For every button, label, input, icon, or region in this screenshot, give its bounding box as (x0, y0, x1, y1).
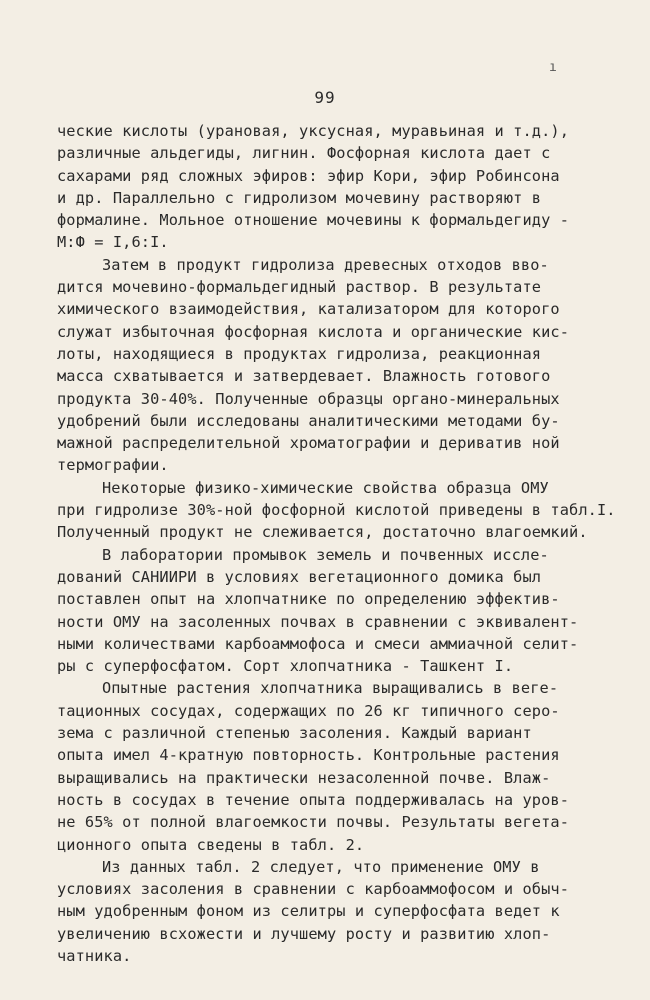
text-line: ческие кислоты (урановая, уксусная, муравьиная и т.д.), (57, 122, 570, 140)
text-line: термографии. (57, 456, 169, 475)
text-line: Опытные растения хлопчатника выращивались в веге- (102, 679, 559, 698)
text-line: поставлен опыт на хлопчатнике по определению эффектив- (57, 590, 560, 609)
text-line: В лаборатории промывок земель и почвенных иссле- (102, 545, 549, 564)
text-line: выращивались на практически незасоленной почве. Влаж- (57, 768, 551, 787)
text-line: удобрений были исследованы аналитическими методами бу- (57, 411, 560, 430)
text-line: ности ОМУ на засоленных почвах в сравнении с эквивалент- (57, 612, 579, 631)
text-line: тационных сосудах, содержащих по 26 кг типичного серо- (57, 701, 560, 720)
text-line: Затем в продукт гидролиза древесных отходов вво- (102, 255, 549, 274)
text-line: и др. Параллельно с гидролизом мочевину растворяют в (57, 188, 542, 207)
corner-mark: ı (549, 60, 557, 75)
text-line: ность в сосудах в течение опыта поддерживалась на уров- (57, 790, 570, 809)
text-line: продукта 30-40%. Полученные образцы органо-минеральных (57, 389, 560, 408)
text-line: ным удобренным фоном из селитры и суперфосфата ведет к (57, 902, 560, 921)
text-line: увеличению всхожести и лучшему росту и развитию хлоп- (57, 924, 551, 943)
text-line: чатника. (57, 947, 132, 965)
text-line: ными количествами карбоаммофоса и смеси аммиачной селит- (57, 634, 579, 653)
text-line: М:Ф = I,6:I. (57, 233, 169, 252)
text-line: Из данных табл. 2 следует, что применение ОМУ в (102, 857, 540, 876)
text-line: условиях засоления в сравнении с карбоаммофосом и обыч- (57, 880, 570, 899)
text-line: при гидролизе 30%-ной фосфорной кислотой приведены в табл.I. (57, 501, 616, 520)
text-line: опыта имел 4-кратную повторность. Контрольные растения (57, 746, 560, 765)
text-line: различные альдегиды, лигнин. Фосфорная кислота дает с (57, 144, 551, 163)
text-line: ционного опыта сведены в табл. 2. (57, 835, 365, 854)
text-line: служат избыточная фосфорная кислота и органические кис- (57, 322, 570, 341)
page-number: 99 (314, 88, 336, 107)
text-line: ры с суперфосфатом. Сорт хлопчатника - Ташкент I. (57, 657, 514, 676)
text-line: дований САНИИРИ в условиях вегетационного домика был (57, 567, 542, 586)
text-line: дится мочевино-формальдегидный раствор. В результате (57, 278, 542, 297)
text-line: химического взаимодействия, катализатором для которого (57, 300, 560, 319)
text-line: Некоторые физико-химические свойства образца ОМУ (102, 478, 549, 497)
text-line: сахарами ряд сложных эфиров: эфир Кори, эфир Робинсона (57, 166, 560, 185)
text-line: зема с различной степенью засоления. Каждый вариант (57, 724, 532, 743)
text-line: лоты, находящиеся в продуктах гидролиза, реакционная (57, 344, 542, 363)
text-line: мажной распределительной хроматографии и дериватив ной (57, 434, 560, 453)
text-line: не 65% от полной влагоемкости почвы. Результаты вегета- (57, 813, 570, 832)
text-line: масса схватывается и затвердевает. Влажность готового (57, 367, 551, 386)
text-line: Полученный продукт не слеживается, достаточно влагоемкий. (57, 523, 588, 542)
text-line: формалине. Мольное отношение мочевины к формальдегиду - (57, 211, 570, 230)
